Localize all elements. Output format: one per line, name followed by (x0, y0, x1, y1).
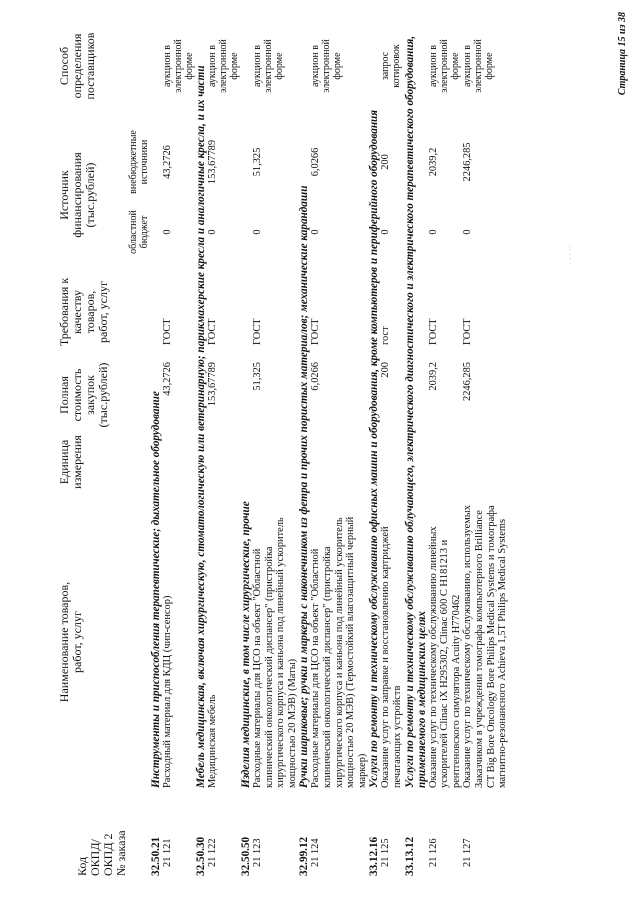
row-name: Расходные материалы для ЦСО на объект "Областной клинический онкологический диспансер" (пристройка хирургического корпуса и каньона под линейный ускоритель мощностью 20 МЭВ) (Термостойкий влагозащитный черный маркер) (310, 516, 368, 788)
section-title: Мебель медицинская, включая хирургическую, стоматологическую или ветеринарную; парикмахерские кресла и аналогичные кресла, и их части (195, 65, 207, 788)
header-unit: Единица измерения (57, 435, 84, 489)
row-unit (380, 431, 403, 493)
section-row (298, 7, 310, 879)
header-code: Код ОКПД/ ОКПД 2 № заказа (75, 830, 128, 876)
row-cost: 153,67789 (207, 362, 218, 407)
row-requirements: гост (380, 326, 392, 345)
header-source: Источник финансирования (тыс.рублей) (57, 152, 97, 238)
row-extra-budget: 2246,285 (462, 142, 474, 182)
row-cost: 2039,2 (427, 362, 439, 391)
row-regional-budget: 0 (310, 229, 322, 235)
section-code: 32.50.30 (195, 836, 207, 876)
table-row (462, 7, 508, 879)
row-regional-budget: 0 (427, 229, 439, 235)
row-method: аукцион в электронной форме (252, 39, 285, 93)
row-method: запрос котировок (380, 44, 403, 88)
page-number: Страница 15 из 38 (617, 12, 628, 96)
row-method: аукцион в электронной форме (207, 39, 240, 93)
row-extra-budget: 2039,2 (427, 147, 439, 177)
row-requirements: ГОСТ (462, 318, 474, 345)
row-number: 21 125 (380, 838, 392, 867)
subheader-row (128, 7, 150, 879)
section-title: Ручки шариковые; ручки и маркеры с наконечником из фетра и прочих пористых материалов; механические карандаши (298, 185, 311, 788)
header-row (58, 7, 128, 879)
section-code: 33.12.16 (368, 836, 381, 876)
row-number: 21 123 (252, 838, 263, 867)
row-method: аукцион в электронной форме (310, 39, 344, 93)
row-cost: 43,2726 (162, 362, 173, 396)
row-unit (252, 431, 298, 493)
header-name: Наименование товаров, работ, услуг (57, 581, 84, 703)
header-requirements: Требования к качеству товаров, работ, услуг (57, 277, 110, 347)
row-requirements: ГОСТ (310, 318, 322, 345)
row-number: 21 121 (162, 838, 173, 867)
section-title: Инструменты и приспособления терапевтические; дыхательное оборудование (150, 391, 162, 788)
row-regional-budget: 0 (380, 229, 392, 235)
row-name: Расходные материалы для ЦСО на объект "Областной клинический онкологический диспансер" (пристройка хирургического корпуса и каньона под линейный ускоритель мощностью 20 МЭВ) (Маты) (252, 517, 298, 788)
row-name: Оказание услуг по техническому обслуживанию, используемых Заказчиком в учреждении томографа компьютерного Brilliance CT Big Bore Oncology Bore Philips Medical Systems и томографа магнитно-резонансного Achieva 1,5T Philips Medical Systems (462, 505, 509, 788)
row-name: Медицинская мебель (207, 694, 218, 788)
header-source-regional: областной бюджет (128, 210, 150, 254)
row-cost: 2246,285 (462, 362, 474, 401)
section-title: Изделия медицинские, в том числе хирургические, прочие (240, 501, 252, 788)
row-requirements: ГОСТ (207, 318, 218, 345)
section-row (368, 7, 380, 879)
section-row (404, 7, 428, 879)
section-code: 32.99.12 (298, 836, 311, 876)
header-method: Способ определения поставщиков (57, 32, 97, 100)
row-name: Оказание услуг по заправке и восстановлению картриджей печатающих устройств (380, 526, 403, 788)
row-cost: 51,325 (252, 362, 263, 391)
section-code: 32.50.50 (240, 836, 252, 876)
row-unit (162, 431, 195, 493)
row-extra-budget: 200 (380, 154, 392, 170)
table-row (310, 7, 368, 879)
row-unit (462, 431, 508, 493)
row-requirements: ГОСТ (162, 318, 173, 345)
section-row (240, 7, 252, 879)
table-row (252, 7, 298, 879)
row-unit (310, 431, 368, 493)
header-source-extra: внебюджетные источники (128, 130, 150, 194)
row-method: аукцион в электронной форме (162, 39, 195, 93)
row-name: Расходный материал для КДЦ (чип-сенсор) (162, 595, 173, 788)
row-number: 21 127 (462, 838, 474, 867)
row-requirements: ГОСТ (427, 318, 439, 345)
row-number: 21 122 (207, 838, 218, 867)
section-title: Услуги по ремонту и техническому обслуживанию облучающего, электрического диагностического и электрического терапевтического оборудования, применяемого в медицинских целях (403, 35, 428, 788)
row-regional-budget: 0 (207, 229, 218, 235)
row-unit (207, 431, 240, 493)
row-number: 21 124 (310, 838, 322, 867)
section-row (195, 7, 207, 879)
section-title: Услуги по ремонту и техническому обслуживанию офисных машин и оборудования, кроме компьютеров и периферийного оборудования (368, 109, 381, 788)
header-cost: Полная стоимость закупок (тыс.рублей) (57, 362, 110, 428)
row-name: Оказание услуг по техническому обслуживанию линейных ускорителей Clinac iX H295302, Clinac 600 C H181213 и рентгеновского симулятора Acuity H770462 (427, 526, 462, 788)
row-extra-budget: 43,2726 (162, 145, 173, 179)
scan-smudge: · · · ·· (566, 245, 575, 265)
table-row (162, 7, 195, 879)
row-regional-budget: 0 (162, 229, 173, 235)
row-method: аукцион в электронной форме (462, 39, 496, 93)
table-row (207, 7, 240, 879)
row-unit (428, 431, 463, 493)
table-row (380, 7, 403, 879)
row-extra-budget: 6,0266 (310, 147, 322, 177)
row-regional-budget: 0 (462, 229, 474, 235)
row-extra-budget: 51,325 (252, 147, 263, 177)
section-code: 32.50.21 (150, 836, 162, 876)
section-row (150, 7, 162, 879)
row-extra-budget: 153,67789 (207, 139, 218, 185)
row-method: аукцион в электронной форме (427, 39, 461, 93)
row-cost: 200 (380, 362, 392, 378)
section-code: 33.13.12 (403, 836, 416, 876)
procurement-table (58, 7, 509, 879)
row-regional-budget: 0 (252, 229, 263, 235)
row-requirements: ГОСТ (252, 318, 263, 345)
row-number: 21 126 (427, 838, 439, 867)
row-cost: 6,0266 (310, 362, 322, 391)
table-row (428, 7, 463, 879)
